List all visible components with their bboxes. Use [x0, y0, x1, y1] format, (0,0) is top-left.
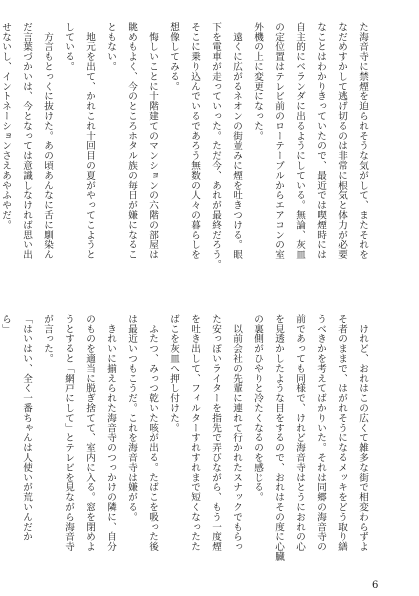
text-line: た海音寺に禁煙を迫られそうな気がして、またそれを	[357, 22, 368, 260]
page-number: 6	[372, 580, 379, 591]
text-line: けれど、おれはこの広くて雑多な街で相変わらずよ	[357, 314, 368, 552]
text-line: 想像してみる。	[168, 22, 179, 92]
text-line: 前であっても同様で、けれど海音寺はとうにおれの心	[294, 314, 305, 552]
text-line: た安っぽいライターを指先で弄びながら、もう一度煙	[210, 314, 221, 552]
text-line: 遠くに広がるネオンの街並みに煙を吐きつける。眼	[231, 22, 242, 260]
text-line: 悔しいことに十階建てのマンションの六階の部屋は	[147, 22, 158, 260]
text-line: なことはわかりきっていたので、最近では喫煙時には	[315, 22, 326, 260]
text-line: のものを適当に脱ぎ捨てて、室内に入る。窓を閉めよ	[84, 314, 95, 552]
text-line: 下を電車が走っていった。ただ今、あれが最終だろう。	[210, 22, 221, 270]
text-line: ら」	[0, 314, 11, 334]
text-line: そこに乗り込んでいるであろう無数の人々の暮らしを	[189, 22, 200, 260]
text-line: だ言葉づかいは、今となっては意識しなければ思い出	[21, 22, 32, 260]
text-line: ふたつ、みっつ乾いた咳が出る。たばこを吸った後	[147, 314, 158, 552]
text-line: の定位置はテレビ前のローテーブルからエアコンの室	[273, 22, 284, 260]
text-line: 自主的にベランダに出るようにしている。無論、灰皿	[294, 22, 305, 260]
text-line: うべきかを考えてばかりいた。それは同郷の海音寺の	[315, 314, 326, 552]
text-line: が言った。	[42, 314, 53, 364]
text-line: 「はいはい、全く一番ちゃんは人使いが荒いんだか	[21, 314, 32, 542]
text-line: 以前会社の先輩に連れて行かれたスナックでもらっ	[231, 314, 242, 552]
text-line: ともない。	[105, 22, 116, 72]
text-line: そ者のままで、はがれそうになるメッキをどう取り繕	[336, 314, 347, 552]
text-line: せないし、イントネーションさえあやふやだ。	[0, 22, 11, 230]
text-line: 眺めもよく、今のところホタル族の毎日が嫌になるこ	[126, 22, 137, 260]
text-line: なだめすかして逃げ切るのは非常に根気と体力が必要	[336, 22, 347, 260]
text-line: うとすると「網戸にして」とテレビを見ながら海音寺	[63, 314, 74, 552]
text-line: ばこを灰皿へ押し付けた。	[168, 314, 179, 433]
text-line: 方言もとっくに抜けた。あの頃あんなに舌に馴染ん	[42, 22, 53, 260]
text-line: きれいに揃えられた海音寺のつっかけの隣に、自分	[105, 314, 116, 552]
text-line: を吐き出して、フィルターすれすれまで短くなったた	[189, 314, 200, 552]
text-block-bottom	[0, 314, 373, 570]
text-line: は最近いつもこうだ。これを海音寺は嫌がる。	[126, 314, 137, 522]
text-line: の裏側がひやりと冷たくなるのを感じる。	[252, 314, 263, 503]
text-line: 外機の上に変更になった。	[252, 22, 263, 141]
text-line: を見透かしたような目をするので、おれはその度に心臓	[273, 314, 284, 562]
text-line: している。	[63, 22, 74, 72]
text-line: 地元を出て、かれこれ十回目の夏がやってこようと	[84, 22, 95, 260]
text-block-top	[0, 22, 373, 280]
